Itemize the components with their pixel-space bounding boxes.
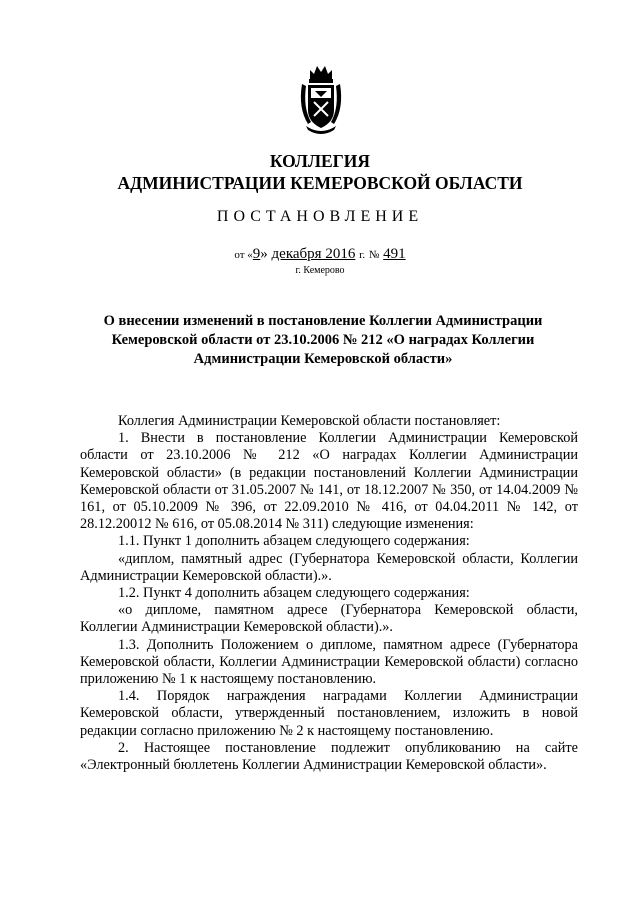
- body-paragraph: «диплом, памятный адрес (Губернатора Кемеровской области, Коллегии Администрации Кемеровской области).».: [80, 550, 578, 584]
- org-name-line2: АДМИНИСТРАЦИИ КЕМЕРОВСКОЙ ОБЛАСТИ: [117, 173, 523, 193]
- document-type: ПОСТАНОВЛЕНИЕ: [216, 208, 424, 225]
- body-paragraph: 1.2. Пункт 4 дополнить абзацем следующего содержания:: [118, 585, 470, 602]
- date-quote: »: [260, 246, 268, 262]
- date-prefix: от «: [234, 249, 253, 261]
- document-subject: О внесении изменений в постановление Коллегии Администрации Кемеровской области от 23.10.2006 № 212 «О наградах Коллегии Администрации Кемеровской области»: [103, 313, 543, 367]
- body-paragraph: 1.4. Порядок награждения наградами Коллегии Администрации Кемеровской области, утвержденный постановлением, изложить в новой редакции согласно приложению № 2 к настоящему постановлению.: [80, 688, 578, 739]
- number-sign: №: [368, 249, 380, 261]
- date-year-suffix: г.: [359, 249, 366, 261]
- date-month-year: декабря 2016: [271, 246, 356, 262]
- document-body: [80, 413, 578, 774]
- date-line: [0, 246, 640, 263]
- body-paragraph: 1.3. Дополнить Положением о дипломе, памятном адресе (Губернатора Кемеровской области, Коллегии Администрации Кемеровской области) согласно приложению № 1 к настоящему постановлению.: [80, 636, 578, 688]
- kemerovo-coat-of-arms-icon: [298, 58, 344, 138]
- date-day: 9: [252, 246, 261, 262]
- body-paragraph: 1. Внести в постановление Коллегии Администрации Кемеровской области от 23.10.2006 № 212 «О наградах Коллегии Администрации Кемеровской области» (в редакции постановлений Коллегии Администрации Кемеровской области от 31.05.2007 № 141, от 18.12.2007 № 350, от 14.04.2009 № 161, от 05.10.2009 № 396, от 22.09.2010 № 416, от 04.04.2011 № 142, от 28.12.20012 № 616, от 05.08.2014 № 311) следующие изменения:: [80, 430, 578, 533]
- document-number: 491: [383, 246, 406, 262]
- body-paragraph: Коллегия Администрации Кемеровской области постановляет:: [118, 413, 501, 429]
- body-paragraph: 1.1. Пункт 1 дополнить абзацем следующего содержания:: [118, 533, 470, 550]
- body-paragraph: 2. Настоящее постановление подлежит опубликованию на сайте «Электронный бюллетень Коллегии Администрации Кемеровской области».: [80, 739, 578, 774]
- org-name-line1: КОЛЛЕГИЯ: [269, 151, 371, 171]
- body-paragraph: «о дипломе, памятном адресе (Губернатора Кемеровской области, Коллегии Администрации Кемеровской области).».: [80, 602, 578, 636]
- city: г. Кемерово: [295, 265, 345, 276]
